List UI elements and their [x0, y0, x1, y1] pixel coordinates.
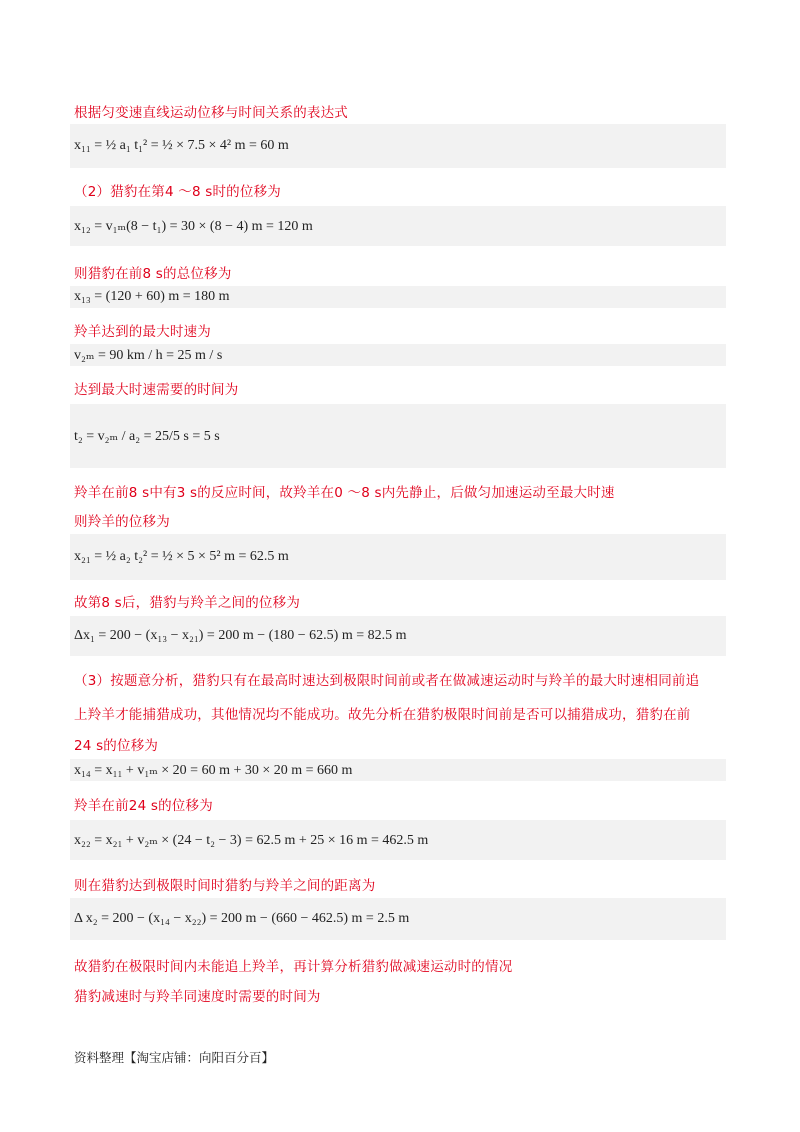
equation-x11: x₁₁ = ½ a₁ t₁² = ½ × 7.5 × 4² m = 60 m	[70, 124, 726, 168]
text-line-4: 羚羊达到的最大时速为	[74, 324, 211, 340]
equation-x22: x₂₂ = x₂₁ + v₂ₘ × (24 − t₂ − 3) = 62.5 m + 25 × 16 m = 462.5 m	[70, 820, 726, 860]
text-line-8: 故第8 s后，猎豹与羚羊之间的位移为	[74, 595, 301, 611]
text-line-15: 猎豹减速时与羚羊同速度时需要的时间为	[74, 989, 321, 1005]
equation-x14: x₁₄ = x₁₁ + v₁ₘ × 20 = 60 m + 30 × 20 m = 660 m	[70, 759, 726, 781]
text-line-7: 则羚羊的位移为	[74, 514, 170, 530]
equation-t2: t₂ = v₂ₘ / a₂ = 25/5 s = 5 s	[70, 404, 726, 468]
text-line-1: 根据匀变速直线运动位移与时间关系的表达式	[74, 105, 348, 121]
text-line-14: 故猎豹在极限时间内未能追上羚羊，再计算分析猎豹做减速运动时的情况	[74, 959, 513, 975]
footer-source: 资料整理【淘宝店铺：向阳百分百】	[74, 1050, 275, 1065]
text-line-9: （3）按题意分析，猎豹只有在最高时速达到极限时间前或者在做减速运动时与羚羊的最大时速相同前追	[74, 673, 700, 689]
text-line-13: 则在猎豹达到极限时间时猎豹与羚羊之间的距离为	[74, 878, 376, 894]
equation-delta-x2: Δ x₂ = 200 − (x₁₄ − x₂₂) = 200 m − (660 − 462.5) m = 2.5 m	[70, 898, 726, 940]
equation-x13: x₁₃ = (120 + 60) m = 180 m	[70, 286, 726, 308]
text-line-2: （2）猎豹在第4 ～8 s时的位移为	[74, 184, 281, 200]
text-line-11: 24 s的位移为	[74, 738, 159, 754]
equation-delta-x1: Δx₁ = 200 − (x₁₃ − x₂₁) = 200 m − (180 − 62.5) m = 82.5 m	[70, 616, 726, 656]
equation-x21: x₂₁ = ½ a₂ t₂² = ½ × 5 × 5² m = 62.5 m	[70, 534, 726, 580]
text-line-12: 羚羊在前24 s的位移为	[74, 798, 213, 814]
text-line-10: 上羚羊才能捕猎成功，其他情况均不能成功。故先分析在猎豹极限时间前是否可以捕猎成功，猎豹在前	[74, 707, 691, 723]
text-line-6: 羚羊在前8 s中有3 s的反应时间，故羚羊在0 ～8 s内先静止，后做匀加速运动至最大时速	[74, 485, 615, 501]
equation-x12: x₁₂ = v₁ₘ(8 − t₁) = 30 × (8 − 4) m = 120 m	[70, 206, 726, 246]
text-line-3: 则猎豹在前8 s的总位移为	[74, 266, 232, 282]
equation-v2m: v₂ₘ = 90 km / h = 25 m / s	[70, 344, 726, 366]
text-line-5: 达到最大时速需要的时间为	[74, 382, 239, 398]
